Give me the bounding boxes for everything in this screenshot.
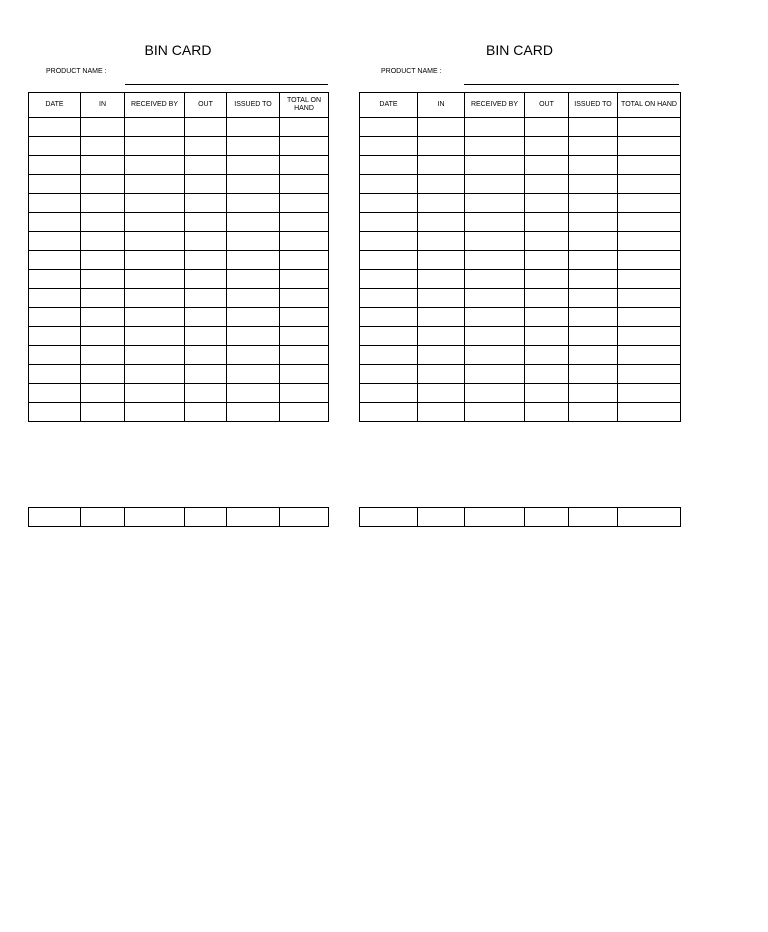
header-date: DATE [29,93,81,118]
out-cell[interactable] [185,175,227,194]
bin-card-left [28,42,328,532]
issued-to-cell[interactable] [569,118,618,137]
in-cell[interactable] [81,308,125,327]
out-cell[interactable] [185,327,227,346]
issued-to-cell[interactable] [227,289,280,308]
issued-to-cell[interactable] [227,327,280,346]
out-cell[interactable] [185,270,227,289]
date-cell[interactable] [29,365,81,384]
received-by-cell[interactable] [465,327,525,346]
received-by-cell[interactable] [125,403,185,422]
received-by-cell[interactable] [465,137,525,156]
table-row [360,251,681,270]
received-by-cell[interactable] [125,213,185,232]
out-cell[interactable] [185,156,227,175]
date-cell[interactable] [360,118,418,137]
table-row [360,403,681,422]
table-header-row [29,93,329,118]
table-row [29,213,329,232]
total-on-hand-cell[interactable] [280,365,329,384]
issued-to-cell[interactable] [569,232,618,251]
in-cell[interactable] [81,232,125,251]
in-cell[interactable] [81,270,125,289]
bin-card-right [359,42,680,532]
total-on-hand-cell[interactable] [618,175,681,194]
in-cell[interactable] [81,384,125,403]
date-cell[interactable] [29,251,81,270]
date-cell[interactable] [360,289,418,308]
table-row [360,508,681,527]
date-cell[interactable] [360,403,418,422]
in-cell[interactable] [418,213,465,232]
date-cell[interactable] [360,232,418,251]
received-by-cell[interactable] [465,365,525,384]
product-name-field[interactable] [125,84,328,85]
date-cell[interactable] [29,403,81,422]
product-name-field[interactable] [464,84,679,85]
total-on-hand-cell[interactable] [618,308,681,327]
received-by-cell[interactable] [125,270,185,289]
out-cell[interactable] [525,403,569,422]
date-cell[interactable] [29,508,81,527]
issued-to-cell[interactable] [227,508,280,527]
out-cell[interactable] [525,327,569,346]
header-issued-to: ISSUED TO [227,93,280,118]
issued-to-cell[interactable] [227,384,280,403]
header-in: IN [81,93,125,118]
received-by-cell[interactable] [125,346,185,365]
total-on-hand-cell[interactable] [618,403,681,422]
in-cell[interactable] [81,156,125,175]
received-by-cell[interactable] [465,213,525,232]
table-row [29,346,329,365]
total-on-hand-cell[interactable] [280,508,329,527]
table-body [360,118,681,422]
issued-to-cell[interactable] [227,213,280,232]
out-cell[interactable] [185,251,227,270]
issued-to-cell[interactable] [227,137,280,156]
out-cell[interactable] [525,137,569,156]
issued-to-cell[interactable] [569,508,618,527]
total-on-hand-cell[interactable] [280,403,329,422]
in-cell[interactable] [418,308,465,327]
date-cell[interactable] [360,508,418,527]
total-on-hand-cell[interactable] [280,384,329,403]
issued-to-cell[interactable] [569,327,618,346]
received-by-cell[interactable] [465,308,525,327]
issued-to-cell[interactable] [227,346,280,365]
in-cell[interactable] [81,194,125,213]
in-cell[interactable] [418,232,465,251]
date-cell[interactable] [360,365,418,384]
table-row [360,308,681,327]
bin-card-total-row [359,507,681,527]
received-by-cell[interactable] [125,232,185,251]
issued-to-cell[interactable] [227,403,280,422]
date-cell[interactable] [360,346,418,365]
header-out: OUT [525,93,569,118]
received-by-cell[interactable] [465,270,525,289]
issued-to-cell[interactable] [569,270,618,289]
total-on-hand-cell[interactable] [618,346,681,365]
total-on-hand-cell[interactable] [618,118,681,137]
issued-to-cell[interactable] [227,175,280,194]
out-cell[interactable] [185,213,227,232]
date-cell[interactable] [29,175,81,194]
out-cell[interactable] [525,384,569,403]
out-cell[interactable] [185,403,227,422]
in-cell[interactable] [81,365,125,384]
table-row [29,175,329,194]
table-row [29,156,329,175]
header-in: IN [418,93,465,118]
in-cell[interactable] [81,118,125,137]
received-by-cell[interactable] [465,251,525,270]
date-cell[interactable] [29,327,81,346]
total-on-hand-cell[interactable] [280,289,329,308]
in-cell[interactable] [418,384,465,403]
header-received-by: RECEIVED BY [125,93,185,118]
total-on-hand-cell[interactable] [280,175,329,194]
table-row [360,384,681,403]
header-out: OUT [185,93,227,118]
total-on-hand-cell[interactable] [280,118,329,137]
issued-to-cell[interactable] [569,175,618,194]
table-row [360,270,681,289]
issued-to-cell[interactable] [569,308,618,327]
received-by-cell[interactable] [465,175,525,194]
received-by-cell[interactable] [465,118,525,137]
table-row [29,508,329,527]
received-by-cell[interactable] [125,508,185,527]
out-cell[interactable] [185,308,227,327]
table-body [29,118,329,422]
in-cell[interactable] [418,118,465,137]
total-on-hand-cell[interactable] [280,213,329,232]
received-by-cell[interactable] [125,194,185,213]
total-on-hand-cell[interactable] [618,508,681,527]
date-cell[interactable] [360,327,418,346]
out-cell[interactable] [185,118,227,137]
date-cell[interactable] [360,270,418,289]
received-by-cell[interactable] [465,346,525,365]
issued-to-cell[interactable] [569,403,618,422]
in-cell[interactable] [418,137,465,156]
out-cell[interactable] [525,118,569,137]
date-cell[interactable] [360,384,418,403]
date-cell[interactable] [360,175,418,194]
in-cell[interactable] [418,508,465,527]
table-row [29,365,329,384]
out-cell[interactable] [185,508,227,527]
issued-to-cell[interactable] [227,156,280,175]
issued-to-cell[interactable] [227,232,280,251]
table-header-row [360,93,681,118]
header-date: DATE [360,93,418,118]
product-name-label: PRODUCT NAME : [381,68,442,75]
date-cell[interactable] [29,346,81,365]
bin-card-table [359,92,681,422]
in-cell[interactable] [418,194,465,213]
total-on-hand-cell[interactable] [618,327,681,346]
date-cell[interactable] [360,251,418,270]
received-by-cell[interactable] [465,384,525,403]
total-on-hand-cell[interactable] [618,289,681,308]
received-by-cell[interactable] [465,156,525,175]
in-cell[interactable] [81,327,125,346]
received-by-cell[interactable] [125,137,185,156]
date-cell[interactable] [29,118,81,137]
out-cell[interactable] [525,365,569,384]
issued-to-cell[interactable] [227,251,280,270]
date-cell[interactable] [29,156,81,175]
received-by-cell[interactable] [465,403,525,422]
date-cell[interactable] [29,270,81,289]
issued-to-cell[interactable] [569,251,618,270]
date-cell[interactable] [360,156,418,175]
received-by-cell[interactable] [465,289,525,308]
table-row [29,384,329,403]
out-cell[interactable] [185,346,227,365]
out-cell[interactable] [185,289,227,308]
out-cell[interactable] [525,232,569,251]
total-on-hand-cell[interactable] [618,194,681,213]
total-on-hand-cell[interactable] [618,213,681,232]
received-by-cell[interactable] [125,118,185,137]
total-on-hand-cell[interactable] [280,232,329,251]
issued-to-cell[interactable] [569,365,618,384]
total-on-hand-cell[interactable] [280,308,329,327]
total-on-hand-cell[interactable] [618,156,681,175]
in-cell[interactable] [81,175,125,194]
issued-to-cell[interactable] [227,194,280,213]
received-by-cell[interactable] [125,289,185,308]
issued-to-cell[interactable] [227,270,280,289]
out-cell[interactable] [525,251,569,270]
date-cell[interactable] [29,289,81,308]
out-cell[interactable] [185,365,227,384]
table-row [360,194,681,213]
total-on-hand-cell[interactable] [618,384,681,403]
in-cell[interactable] [418,327,465,346]
out-cell[interactable] [525,346,569,365]
issued-to-cell[interactable] [569,156,618,175]
table-row [360,232,681,251]
issued-to-cell[interactable] [569,194,618,213]
received-by-cell[interactable] [465,232,525,251]
total-on-hand-cell[interactable] [618,270,681,289]
out-cell[interactable] [525,175,569,194]
total-on-hand-cell[interactable] [280,251,329,270]
out-cell[interactable] [525,156,569,175]
in-cell[interactable] [418,251,465,270]
received-by-cell[interactable] [125,384,185,403]
issued-to-cell[interactable] [569,137,618,156]
out-cell[interactable] [525,270,569,289]
received-by-cell[interactable] [465,194,525,213]
in-cell[interactable] [81,251,125,270]
received-by-cell[interactable] [125,156,185,175]
total-on-hand-cell[interactable] [280,270,329,289]
total-on-hand-cell[interactable] [280,194,329,213]
received-by-cell[interactable] [465,508,525,527]
issued-to-cell[interactable] [569,384,618,403]
issued-to-cell[interactable] [569,213,618,232]
issued-to-cell[interactable] [569,346,618,365]
table-row [29,403,329,422]
out-cell[interactable] [185,137,227,156]
received-by-cell[interactable] [125,175,185,194]
date-cell[interactable] [29,384,81,403]
received-by-cell[interactable] [125,327,185,346]
table-row [360,156,681,175]
table-row [360,346,681,365]
in-cell[interactable] [81,213,125,232]
issued-to-cell[interactable] [227,118,280,137]
table-row [29,251,329,270]
date-cell[interactable] [29,194,81,213]
table-row [29,308,329,327]
table-row [29,118,329,137]
received-by-cell[interactable] [125,308,185,327]
in-cell[interactable] [81,346,125,365]
received-by-cell[interactable] [125,251,185,270]
header-total-on-hand: TOTAL ON HAND [618,93,681,118]
total-on-hand-cell[interactable] [280,346,329,365]
card-title: BIN CARD [486,42,553,58]
table-row [360,289,681,308]
in-cell[interactable] [418,289,465,308]
in-cell[interactable] [81,508,125,527]
table-row [360,327,681,346]
table-row [360,365,681,384]
card-title: BIN CARD [144,42,212,58]
out-cell[interactable] [185,232,227,251]
in-cell[interactable] [418,403,465,422]
in-cell[interactable] [418,365,465,384]
out-cell[interactable] [525,308,569,327]
table-row [360,175,681,194]
header-issued-to: ISSUED TO [569,93,618,118]
date-cell[interactable] [29,308,81,327]
in-cell[interactable] [81,137,125,156]
issued-to-cell[interactable] [569,289,618,308]
date-cell[interactable] [360,308,418,327]
header-total-on-hand: TOTAL ON HAND [280,93,329,118]
bin-card-table [28,92,329,422]
table-row [29,327,329,346]
issued-to-cell[interactable] [227,308,280,327]
in-cell[interactable] [81,403,125,422]
out-cell[interactable] [525,213,569,232]
in-cell[interactable] [418,175,465,194]
out-cell[interactable] [525,194,569,213]
total-on-hand-cell[interactable] [618,365,681,384]
out-cell[interactable] [525,508,569,527]
header-received-by: RECEIVED BY [465,93,525,118]
total-on-hand-cell[interactable] [618,251,681,270]
table-row [360,137,681,156]
date-cell[interactable] [360,137,418,156]
product-name-label: PRODUCT NAME : [46,68,107,75]
date-cell[interactable] [29,213,81,232]
table-row [29,270,329,289]
date-cell[interactable] [360,194,418,213]
table-row [29,194,329,213]
total-on-hand-cell[interactable] [280,156,329,175]
in-cell[interactable] [418,270,465,289]
out-cell[interactable] [185,384,227,403]
date-cell[interactable] [29,137,81,156]
in-cell[interactable] [418,156,465,175]
date-cell[interactable] [29,232,81,251]
table-row [29,232,329,251]
table-body [360,508,681,527]
date-cell[interactable] [360,213,418,232]
table-row [29,137,329,156]
in-cell[interactable] [418,346,465,365]
out-cell[interactable] [525,289,569,308]
table-row [360,213,681,232]
total-on-hand-cell[interactable] [618,137,681,156]
total-on-hand-cell[interactable] [280,327,329,346]
total-on-hand-cell[interactable] [618,232,681,251]
total-on-hand-cell[interactable] [280,137,329,156]
bin-card-total-row [28,507,329,527]
in-cell[interactable] [81,289,125,308]
table-row [29,289,329,308]
table-body [29,508,329,527]
issued-to-cell[interactable] [227,365,280,384]
received-by-cell[interactable] [125,365,185,384]
table-row [360,118,681,137]
out-cell[interactable] [185,194,227,213]
